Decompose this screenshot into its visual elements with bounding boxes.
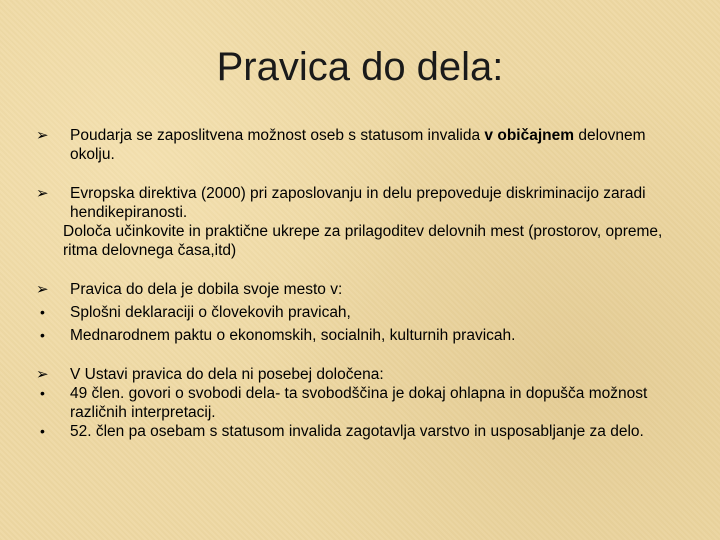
bullet-4-sub-1 (36, 384, 686, 422)
bullet-2-continuation-text: Določa učinkovite in praktične ukrepe za prilagoditev delovnih mest (prostorov, opreme, ritma delovnega časa,itd) (63, 223, 663, 259)
arrow-bullet-icon: ➢ (36, 366, 49, 383)
arrow-bullet-icon: ➢ (36, 281, 49, 298)
bullet-3 (36, 280, 686, 299)
dot-bullet-icon: • (40, 327, 45, 343)
arrow-bullet-icon: ➢ (36, 185, 49, 202)
bullet-2 (36, 184, 686, 222)
bullet-1-text: Poudarja se zaposlitvena možnost oseb s statusom invalida (70, 127, 485, 144)
bullet-1 (36, 126, 686, 164)
bullet-3-sub-2-text: Mednarodnem paktu o ekonomskih, socialnih, kulturnih pravicah. (70, 327, 516, 344)
bullet-2-continuation (36, 222, 686, 260)
slide-body (36, 126, 686, 441)
bullet-4-text: V Ustavi pravica do dela ni posebej določena: (70, 366, 384, 383)
bullet-3-sub-1 (36, 303, 686, 322)
bullet-3-sub-1-text: Splošni deklaraciji o človekovih pravicah, (70, 304, 351, 321)
bullet-4 (36, 365, 686, 384)
dot-bullet-icon: • (40, 304, 45, 320)
dot-bullet-icon: • (40, 423, 45, 439)
bullet-3-text: Pravica do dela je dobila svoje mesto v: (70, 281, 343, 298)
arrow-bullet-icon: ➢ (36, 127, 49, 144)
bullet-4-sub-1-text: 49 člen. govori o svobodi dela- ta svobodščina je dokaj ohlapna in dopušča možnost različnih interpretacij. (70, 385, 648, 421)
bullet-4-sub-2-text: 52. člen pa osebam s statusom invalida zagotavlja varstvo in usposabljanje za delo. (70, 423, 644, 440)
bullet-1-emphasis: v običajnem (484, 127, 575, 144)
dot-bullet-icon: • (40, 385, 45, 401)
bullet-1-text-end: delovnem okolju. (70, 127, 646, 163)
bullet-2-text: Evropska direktiva (2000) pri zaposlovanju in delu prepoveduje diskriminacijo zaradi hendikepiranosti. (70, 185, 646, 221)
slide-title: Pravica do dela: (216, 45, 504, 89)
bullet-3-sub-2 (36, 326, 686, 345)
bullet-4-sub-2 (36, 422, 686, 441)
